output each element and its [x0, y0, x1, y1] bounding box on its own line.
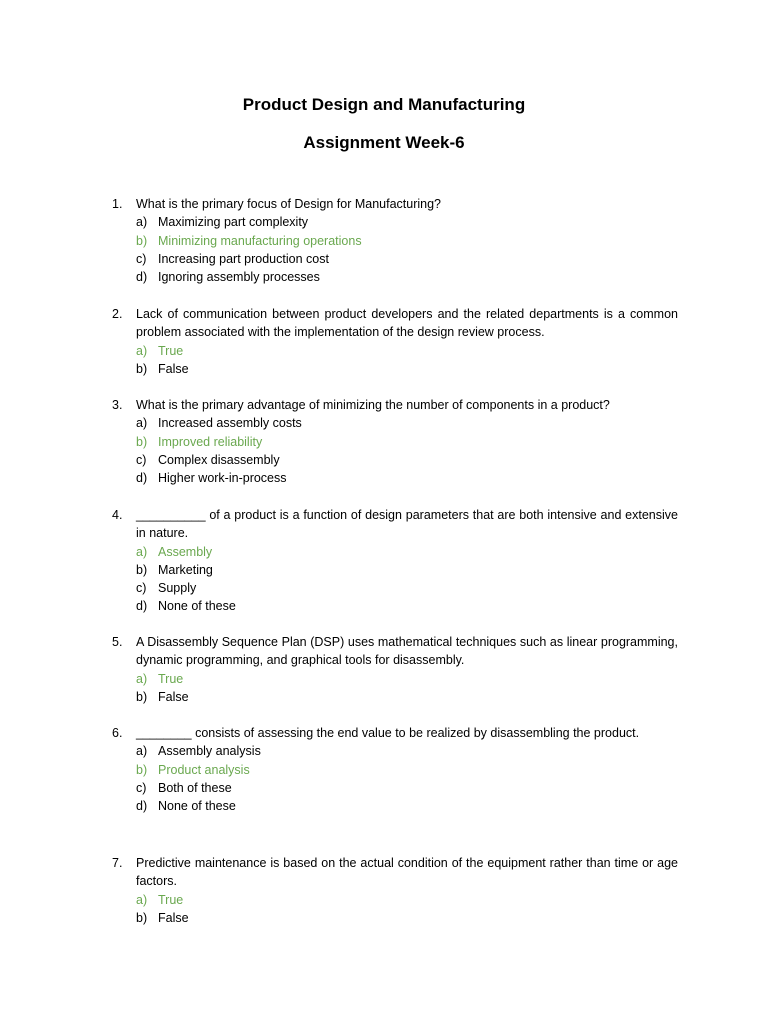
question-row [112, 305, 678, 342]
option [112, 213, 678, 231]
option-letter: b) [136, 361, 148, 376]
option-text: True [158, 671, 184, 686]
option-correct [112, 761, 678, 779]
option-text: True [158, 892, 184, 907]
option-correct [112, 232, 678, 250]
option-correct [112, 891, 678, 909]
option [112, 688, 678, 706]
option-letter: c) [136, 452, 147, 467]
question-3 [112, 396, 678, 487]
option-text: Increased assembly costs [158, 416, 302, 431]
option-text: Minimizing manufacturing operations [158, 233, 362, 248]
option-correct [112, 433, 678, 451]
option-letter: b) [136, 762, 148, 777]
document-title: Product Design and Manufacturing [242, 95, 526, 114]
option [112, 360, 678, 378]
option [112, 797, 678, 815]
question-text: Lack of communication between product developers and the related departments is a common problem associated with the implementation of the design review process. [136, 307, 678, 340]
option-letter: a) [136, 671, 148, 686]
option-text: Improved reliability [158, 434, 263, 449]
option-correct [112, 670, 678, 688]
question-number: 5. [112, 635, 123, 649]
option [112, 268, 678, 286]
question-text: __________ of a product is a function of design parameters that are both intensive and extensive in nature. [136, 508, 678, 541]
option-text: Maximizing part complexity [158, 215, 309, 230]
option-letter: d) [136, 270, 148, 285]
question-text: What is the primary advantage of minimizing the number of components in a product? [136, 398, 610, 412]
question-5 [112, 633, 678, 706]
question-row [112, 396, 678, 414]
question-1 [112, 195, 678, 286]
option-correct [112, 543, 678, 561]
option [112, 597, 678, 615]
option-letter: a) [136, 215, 148, 230]
option-text: None of these [158, 799, 236, 814]
option [112, 561, 678, 579]
option-text: Assembly [158, 544, 213, 559]
option [112, 909, 678, 927]
option-letter: b) [136, 910, 148, 925]
question-text: Predictive maintenance is based on the actual condition of the equipment rather than time or age factors. [136, 856, 678, 889]
question-text: A Disassembly Sequence Plan (DSP) uses mathematical techniques such as linear programming, dynamic programming, and graphical tools for disassembly. [136, 635, 678, 668]
option-letter: a) [136, 892, 148, 907]
question-text: ________ consists of assessing the end value to be realized by disassembling the product. [136, 726, 640, 740]
option-letter: b) [136, 562, 148, 577]
option-text: Complex disassembly [158, 452, 280, 467]
option [112, 451, 678, 469]
option-text: Higher work-in-process [158, 471, 287, 486]
option-text: False [158, 689, 189, 704]
option-text: None of these [158, 599, 236, 614]
option-letter: b) [136, 689, 148, 704]
option-letter: a) [136, 343, 148, 358]
question-row [112, 724, 678, 742]
question-7 [112, 854, 678, 927]
option-letter: a) [136, 744, 148, 759]
question-row [112, 195, 678, 213]
option-letter: b) [136, 233, 148, 248]
option-correct [112, 342, 678, 360]
option-text: Product analysis [158, 762, 250, 777]
question-4 [112, 506, 678, 616]
question-number: 4. [112, 508, 123, 522]
option-letter: d) [136, 799, 148, 814]
option-text: True [158, 343, 184, 358]
question-number: 2. [112, 307, 123, 321]
option-text: Supply [158, 581, 197, 596]
option-letter: a) [136, 544, 148, 559]
question-row [112, 854, 678, 891]
option-letter: d) [136, 599, 148, 614]
option-letter: c) [136, 251, 147, 266]
question-6 [112, 724, 678, 815]
option [112, 779, 678, 797]
question-2 [112, 305, 678, 378]
option-letter: c) [136, 780, 147, 795]
option-text: Both of these [158, 780, 232, 795]
question-number: 1. [112, 197, 123, 211]
option-text: False [158, 361, 189, 376]
option-text: Increasing part production cost [158, 251, 329, 266]
option-text: Marketing [158, 562, 213, 577]
option-text: Ignoring assembly processes [158, 270, 320, 285]
option [112, 579, 678, 597]
question-row [112, 633, 678, 670]
question-number: 6. [112, 726, 123, 740]
option-letter: a) [136, 416, 148, 431]
option-letter: b) [136, 434, 148, 449]
question-number: 3. [112, 398, 123, 412]
option-letter: d) [136, 471, 148, 486]
option [112, 250, 678, 268]
question-number: 7. [112, 856, 123, 870]
question-row [112, 506, 678, 543]
option [112, 414, 678, 432]
document-subtitle: Assignment Week-6 [303, 133, 465, 152]
question-text: What is the primary focus of Design for Manufacturing? [136, 197, 441, 211]
option [112, 469, 678, 487]
option-text: False [158, 910, 189, 925]
option [112, 742, 678, 760]
option-text: Assembly analysis [158, 744, 261, 759]
option-letter: c) [136, 581, 147, 596]
